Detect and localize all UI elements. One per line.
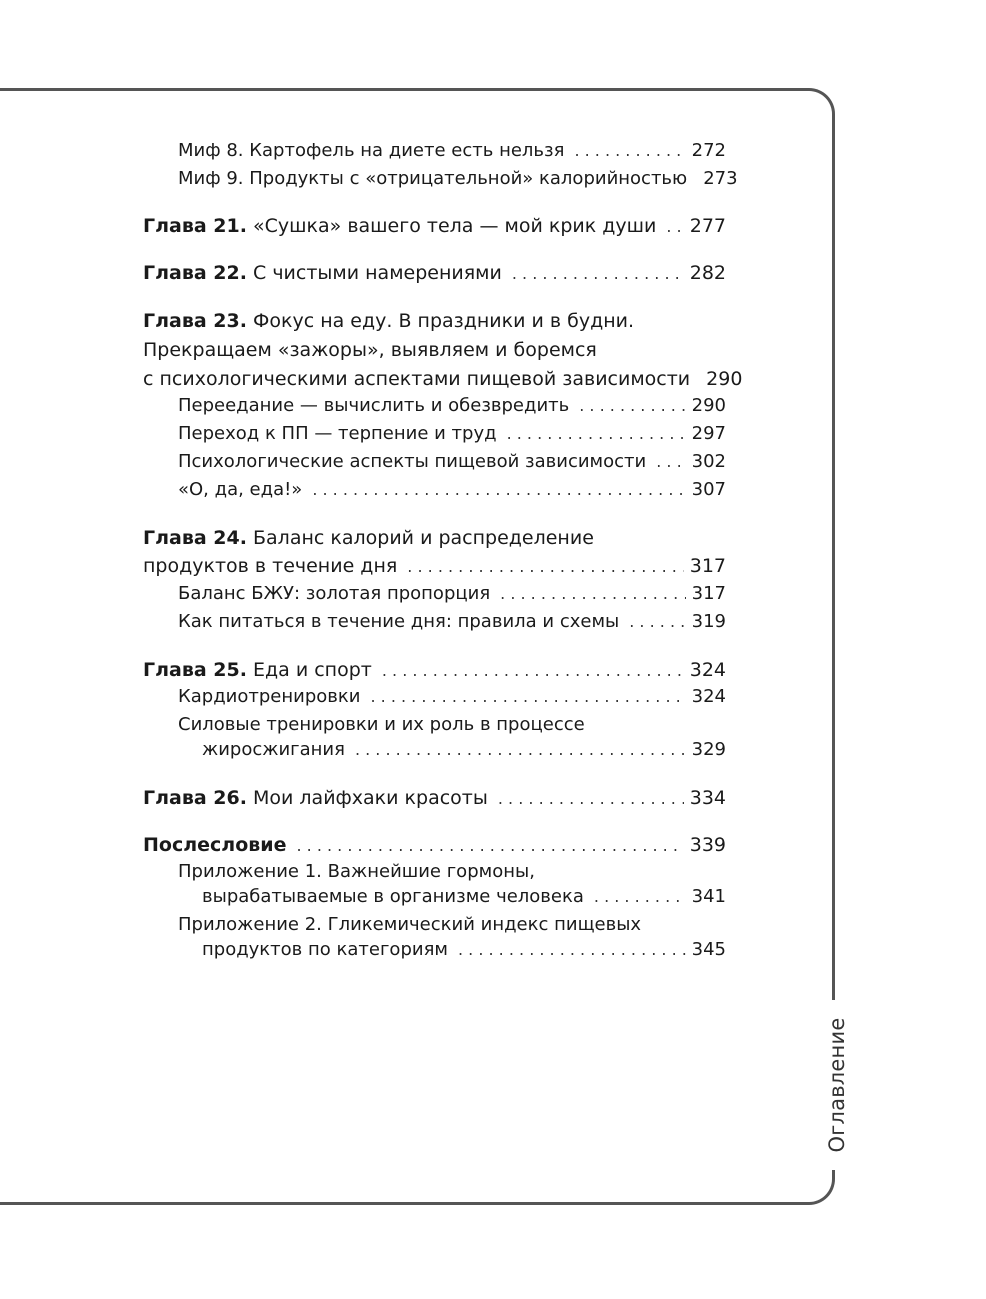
chapter-title: Фокус на еду. В праздники и в будни. <box>246 310 635 332</box>
toc-entry-oh-food[interactable] <box>178 477 726 503</box>
toc-entry-label: Переедание — вычислить и обезвредить <box>178 395 570 416</box>
toc-page-number: 297 <box>691 423 726 444</box>
toc-leader-dots <box>407 554 683 580</box>
toc-page-number: 290 <box>706 368 743 390</box>
toc-entry-label: Психологические аспекты пищевой зависимости <box>178 451 647 472</box>
toc-entry-transition-pp[interactable] <box>178 421 726 447</box>
toc-page-number: 324 <box>691 686 726 707</box>
toc-entry-strength-line-1[interactable] <box>178 712 585 738</box>
toc-entry-appendix-2-line-2[interactable] <box>202 937 726 963</box>
toc-page-number: 324 <box>689 659 726 681</box>
toc-page-number: 290 <box>691 395 726 416</box>
toc-leader-dots <box>498 786 684 812</box>
toc-entry-label <box>143 832 286 858</box>
toc-entry-chapter-21[interactable] <box>143 213 726 240</box>
toc-entry-cardio[interactable] <box>178 684 726 710</box>
toc-entry-chapter-23-line-1[interactable] <box>143 308 634 334</box>
afterword-title: Послесловие <box>143 834 287 856</box>
toc-entry-label: вырабатываемые в организме человека <box>202 886 584 907</box>
toc-entry-appendix-1-line-1[interactable] <box>178 859 535 885</box>
toc-page-number: 282 <box>689 262 726 284</box>
toc-leader-dots <box>370 684 685 710</box>
toc-entry-label: Миф 8. Картофель на диете есть нельзя <box>178 140 565 161</box>
toc-entry-appendix-1-line-2[interactable] <box>202 884 726 910</box>
toc-entry-chapter-26[interactable] <box>143 785 726 812</box>
chapter-title: Еда и спорт <box>246 659 372 681</box>
toc-leader-dots <box>512 261 684 287</box>
toc-page-number: 319 <box>691 611 726 632</box>
toc-page-number: 329 <box>691 739 726 760</box>
toc-page-number: 302 <box>691 451 726 472</box>
toc-page-number: 341 <box>691 886 726 907</box>
toc-entry-overeating[interactable] <box>178 393 726 419</box>
toc-entry-label <box>143 785 488 811</box>
toc-leader-dots <box>507 421 686 447</box>
toc-leader-dots <box>500 581 685 607</box>
toc-entry-chapter-23-line-2 <box>143 337 597 363</box>
section-side-label-text: Оглавление <box>825 1017 849 1153</box>
toc-entry-label: Переход к ПП — терпение и труд <box>178 423 497 444</box>
toc-entry-afterword[interactable] <box>143 832 726 859</box>
toc-page-number: 307 <box>691 479 726 500</box>
toc-entry-label: продуктов по категориям <box>202 939 448 960</box>
toc-page-number: 345 <box>691 939 726 960</box>
toc-entry-label: Приложение 1. Важнейшие гормоны, <box>178 861 535 882</box>
toc-entry-label <box>143 657 372 683</box>
chapter-title: Баланс калорий и распределение <box>246 527 594 549</box>
chapter-number: Глава 23. <box>143 310 247 332</box>
chapter-title: Мои лайфхаки красоты <box>246 787 488 809</box>
toc-entry-psych-aspects[interactable] <box>178 449 726 475</box>
chapter-number: Глава 24. <box>143 527 247 549</box>
toc-leader-dots <box>382 658 684 684</box>
chapter-number: Глава 25. <box>143 659 247 681</box>
toc-entry-myth-8[interactable] <box>178 138 726 164</box>
toc-leader-dots <box>666 214 683 240</box>
page-frame <box>0 88 835 1205</box>
toc-leader-dots <box>458 937 686 963</box>
toc-leader-dots <box>594 884 686 910</box>
toc-page-number: 273 <box>703 168 738 189</box>
toc-leader-dots <box>656 449 685 475</box>
toc-page-number: 272 <box>691 140 726 161</box>
chapter-title: С чистыми намерениями <box>246 262 502 284</box>
section-side-label <box>812 1000 862 1170</box>
toc-entry-label: Баланс БЖУ: золотая пропорция <box>178 583 491 604</box>
toc-leader-dots <box>579 393 685 419</box>
toc-entry-label: Кардиотренировки <box>178 686 361 707</box>
toc-entry-label <box>143 260 502 286</box>
toc-entry-label: продуктов в течение дня <box>143 555 398 577</box>
toc-entry-label <box>143 213 656 239</box>
toc-entry-label: с психологическими аспектами пищевой зависимости <box>143 368 691 390</box>
toc-entry-label: Приложение 2. Гликемический индекс пищевых <box>178 914 642 935</box>
chapter-number: Глава 21. <box>143 215 247 237</box>
toc-entry-chapter-23-line-3[interactable] <box>143 366 743 393</box>
chapter-number: Глава 26. <box>143 787 247 809</box>
toc-page-number: 339 <box>689 834 726 856</box>
toc-page-number: 317 <box>689 555 726 577</box>
toc-page-number: 317 <box>691 583 726 604</box>
toc-leader-dots <box>296 833 683 859</box>
toc-entry-chapter-24-line-2[interactable] <box>143 553 726 580</box>
toc-leader-dots <box>355 737 686 763</box>
toc-entry-label: жиросжигания <box>202 739 345 760</box>
toc-entry-appendix-2-line-1[interactable] <box>178 912 641 938</box>
toc-leader-dots <box>574 138 685 164</box>
toc-entry-myth-9[interactable] <box>178 166 738 192</box>
toc-entry-label: Как питаться в течение дня: правила и схемы <box>178 611 620 632</box>
toc-entry-bju-balance[interactable] <box>178 581 726 607</box>
toc-leader-dots <box>629 609 685 635</box>
chapter-title: «Сушка» вашего тела — мой крик души <box>246 215 657 237</box>
toc-entry-chapter-24-line-1[interactable] <box>143 525 594 551</box>
toc-entry-chapter-22[interactable] <box>143 260 726 287</box>
toc-page-number: 277 <box>689 215 726 237</box>
toc-page-number: 334 <box>689 787 726 809</box>
toc-entry-label: Миф 9. Продукты с «отрицательной» калорийностью <box>178 168 688 189</box>
toc-entry-strength-line-2[interactable] <box>202 737 726 763</box>
toc-entry-eating-schedule[interactable] <box>178 609 726 635</box>
toc-entry-label: «О, да, еда!» <box>178 479 303 500</box>
toc-leader-dots <box>312 477 685 503</box>
toc-entry-label: Силовые тренировки и их роль в процессе <box>178 714 585 735</box>
chapter-number: Глава 22. <box>143 262 247 284</box>
chapter-title-continued: Прекращаем «зажоры», выявляем и боремся <box>143 339 597 361</box>
toc-entry-chapter-25[interactable] <box>143 657 726 684</box>
